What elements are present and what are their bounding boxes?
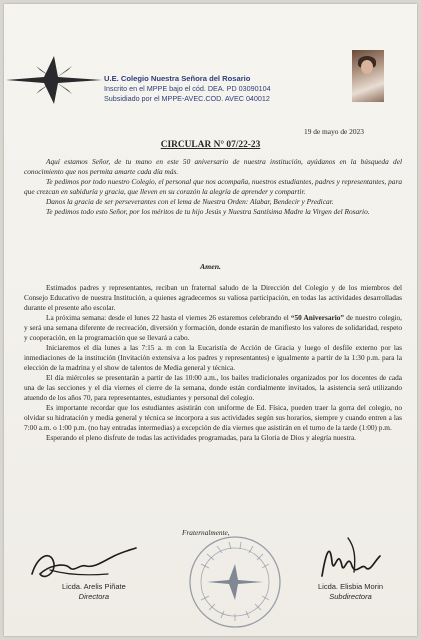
prayer-paragraph: Danos la gracia de ser perseverantes con el lema de Nuestra Orden: Alabar, Bendecir y Predicar. xyxy=(46,197,334,207)
body-paragraph: Iniciaremos el día lunes a las 7:15 a. m con la Eucaristía de Acción de Gracia y luego el desfile externo por las inmediaciones de la institución (Invitación extensiva a los padres y representantes) e igualmente a partir de la 1:30 p.m. para la elección de la madrina y el show de talentos de Media general y técnica. xyxy=(24,343,402,372)
prayer-paragraph: Te pedimos todo esto Señor, por los méritos de tu hijo Jesús y Nuestra Santísima Madre la Virgen del Rosario. xyxy=(46,207,370,217)
avec-subsidy: Subsidiado por el MPPE-AVEC.COD. AVEC 040012 xyxy=(104,94,270,103)
director-block xyxy=(62,582,126,602)
school-seal-stamp xyxy=(187,534,283,630)
circular-title: CIRCULAR N° 07/22-23 xyxy=(160,140,261,150)
dominican-star-logo-icon xyxy=(6,56,102,104)
circular-date: 19 de mayo de 2023 xyxy=(304,127,364,136)
circular-body xyxy=(24,283,402,443)
prayer-paragraph: Te pedimos por todo nuestro Colegio, el personal que nos acompaña, nuestros estudiantes, padres y representantes, para que crezcan en sabiduría y gracia, que lleven en su corazón la alegría de aprender y compartir. xyxy=(24,177,402,197)
body-paragraph: La próxima semana: desde el lunes 22 hasta el viernes 26 estaremos celebrando el “50 Aniversario” de nuestro colegio, y será una semana diferente de recreación, diversión y formación, donde estarán de manifiesto los valores de solidaridad, respeto y cooperación, en la programación que se llevará a cabo. xyxy=(24,313,402,342)
school-header xyxy=(104,74,344,104)
body-paragraph: El día miércoles se presentarán a partir de las 10:00 a.m., los bailes tradicionales organizados por los docentes de cada una de las secciones y el día viernes el cierre de la semana, donde están cordialmente invitados, la asistencia será utilizando atuendo de los años 70, para representantes, estudiantes y personal del colegio. xyxy=(24,373,402,402)
circular-page xyxy=(4,4,417,636)
mppe-registration: Inscrito en el MPPE bajo el cód. DEA. PD 03090104 xyxy=(104,84,271,93)
body-paragraph: Es importante recordar que los estudiantes asistirán con uniforme de Ed. Física, pueden traer la gorra del colegio, no olvidar su hidratación y media general y técnica se incorpora a sus actividades según sus horarios, siempre y cuando entren a las 7:00 a.m. o 1:00 p.m. (no hay entradas intermedias) a excepción de día viernes que asistirán en el turno de la tarde (1:00) p.m. xyxy=(24,403,402,432)
body-paragraph: Esperando el pleno disfrute de todas las actividades programadas, para la Gloria de Dios y alegría nuestra. xyxy=(46,433,357,442)
director-name: Licda. Arelis Piñate xyxy=(62,582,126,591)
virgin-image-photo xyxy=(352,50,384,102)
amen-line: Amen. xyxy=(199,262,221,271)
subdirector-name: Licda. Elisbia Morin xyxy=(318,582,384,591)
closing-salutation: Fraternalmente, xyxy=(182,528,230,537)
subdirector-role: Subdirectora xyxy=(329,592,372,601)
body-paragraph: Estimados padres y representantes, reciban un fraternal saludo de la Dirección del Colegio y de los miembros del Consejo Educativo de nuestra Institución, a quienes agradecemos su valiosa participación, en todas las actividades desarrolladas durante el presente año escolar. xyxy=(24,283,402,312)
school-name: U.E. Colegio Nuestra Señora del Rosario xyxy=(104,74,251,83)
opening-prayer xyxy=(24,157,402,218)
subdirector-signature xyxy=(308,532,388,588)
prayer-paragraph: Aquí estamos Señor, de tu mano en este 50 aniversario de nuestra institución, ayúdanos en la búsqueda del conocimiento que nos permita amarte cada día más. xyxy=(24,157,402,177)
anniversary-highlight: “50 Aniversario” xyxy=(290,313,345,322)
director-role: Directora xyxy=(78,592,110,601)
subdirector-block xyxy=(318,582,383,602)
